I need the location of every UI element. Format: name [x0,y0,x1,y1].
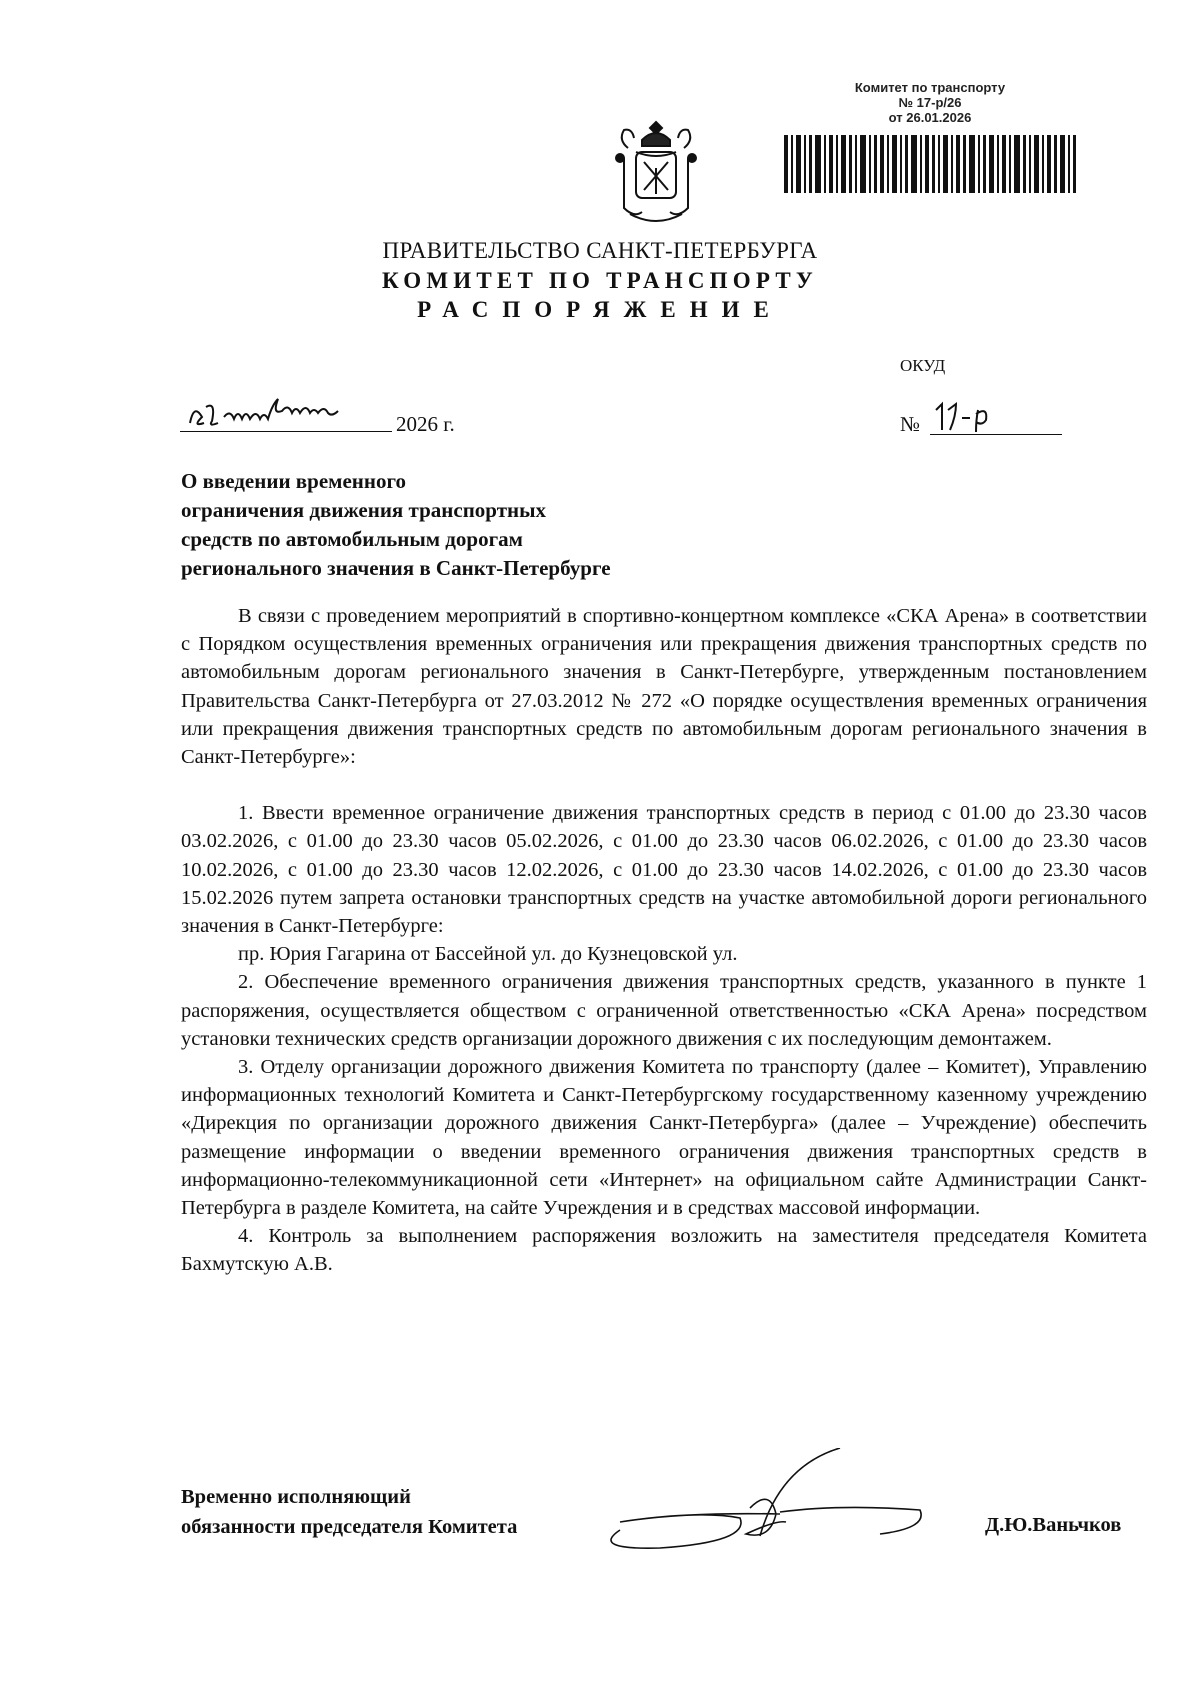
government-title: ПРАВИТЕЛЬСТВО САНКТ-ПЕТЕРБУРГА [382,238,818,263]
handwritten-date [180,395,392,431]
committee-title: КОМИТЕТ ПО ТРАНСПОРТУ [382,268,818,293]
barcode [784,135,1076,193]
handwritten-signature [600,1448,930,1558]
number-label: № [900,412,921,436]
stamp-number: № 17-р/26 [898,95,962,110]
subject-line: О введении временного [181,469,406,493]
okud-label: ОКУД [900,356,946,375]
document-body [181,602,1147,1279]
preamble-paragraph: В связи с проведением мероприятий в спортивно-концертном комплексе «СКА Арена» в соответствии с Порядком осуществления временных ограничения или прекращения движения транспортных средств по автомобильным дорогам регионального значения в Санкт-Петербурге, утвержденным постановлением Правительства Санкт-Петербурга от 27.03.2012 № 272 «О порядке осуществления временных ограничения или прекращения движения транспортных средств по автомобильным дорогам регионального значения в Санкт-Петербурге»: [181,605,1147,769]
handwritten-number [930,400,1062,434]
stamp-date: от 26.01.2026 [888,110,972,125]
document-type: РАСПОРЯЖЕНИЕ [417,297,783,322]
subject-line: средств по автомобильным дорогам [181,527,523,551]
subject-line: регионального значения в Санкт-Петербурге [181,556,611,580]
signer-title-line: обязанности председателя Комитета [181,1516,518,1538]
stamp-organization: Комитет по транспорту [854,80,1006,95]
signer-title [181,1482,517,1542]
item-2-paragraph: 2. Обеспечение временного ограничения движения транспортных средств, указанного в пункте 1 распоряжения, осуществляется обществом с ограниченной ответственностью «СКА Арена» посредством установки технических средств организации дорожного движения с их последующим демонтажем. [181,971,1147,1050]
registration-stamp [780,80,1080,125]
date-field [180,395,392,432]
signer-title-line: Временно исполняющий [181,1486,411,1508]
subject-line: ограничения движения транспортных [181,498,547,522]
item-1-paragraph: 1. Ввести временное ограничение движения транспортных средств в период с 01.00 до 23.30 часов 03.02.2026, с 01.00 до 23.30 часов 05.02.2026, с 01.00 до 23.30 часов 06.02.2026, с 01.00 до 23.30 часов 10.02.2026, с 01.00 до 23.30 часов 12.02.2026, с 01.00 до 23.30 часов 14.02.2026, с 01.00 до 23.30 часов 15.02.2026 путем запрета остановки транспортных средств на участке автомобильной дороги регионального значения в Санкт-Петербурге: [181,802,1147,938]
coat-of-arms-icon [610,118,702,230]
signer-name: Д.Ю.Ваньчков [985,1514,1122,1536]
number-field [930,400,1062,435]
item-4-paragraph: 4. Контроль за выполнением распоряжения возложить на заместителя председателя Комитета Бахмутскую А.В. [181,1225,1147,1276]
item-1-road: пр. Юрия Гагарина от Бассейной ул. до Кузнецовской ул. [238,943,738,966]
item-3-paragraph: 3. Отделу организации дорожного движения Комитета по транспорту (далее – Комитет), Управлению информационных технологий Комитета и Санкт-Петербургскому государственному казенному учреждению «Дирекция по организации дорожного движения Санкт-Петербурга» (далее – Учреждение) обеспечить размещение информации о введении временного ограничения движения транспортных средств в информационно-телекоммуникационной сети «Интернет» на официальном сайте Администрации Санкт-Петербурга в разделе Комитета, на сайте Учреждения и в средствах массовой информации. [181,1056,1147,1220]
date-year: 2026 г. [396,412,455,436]
document-subject [181,467,741,583]
